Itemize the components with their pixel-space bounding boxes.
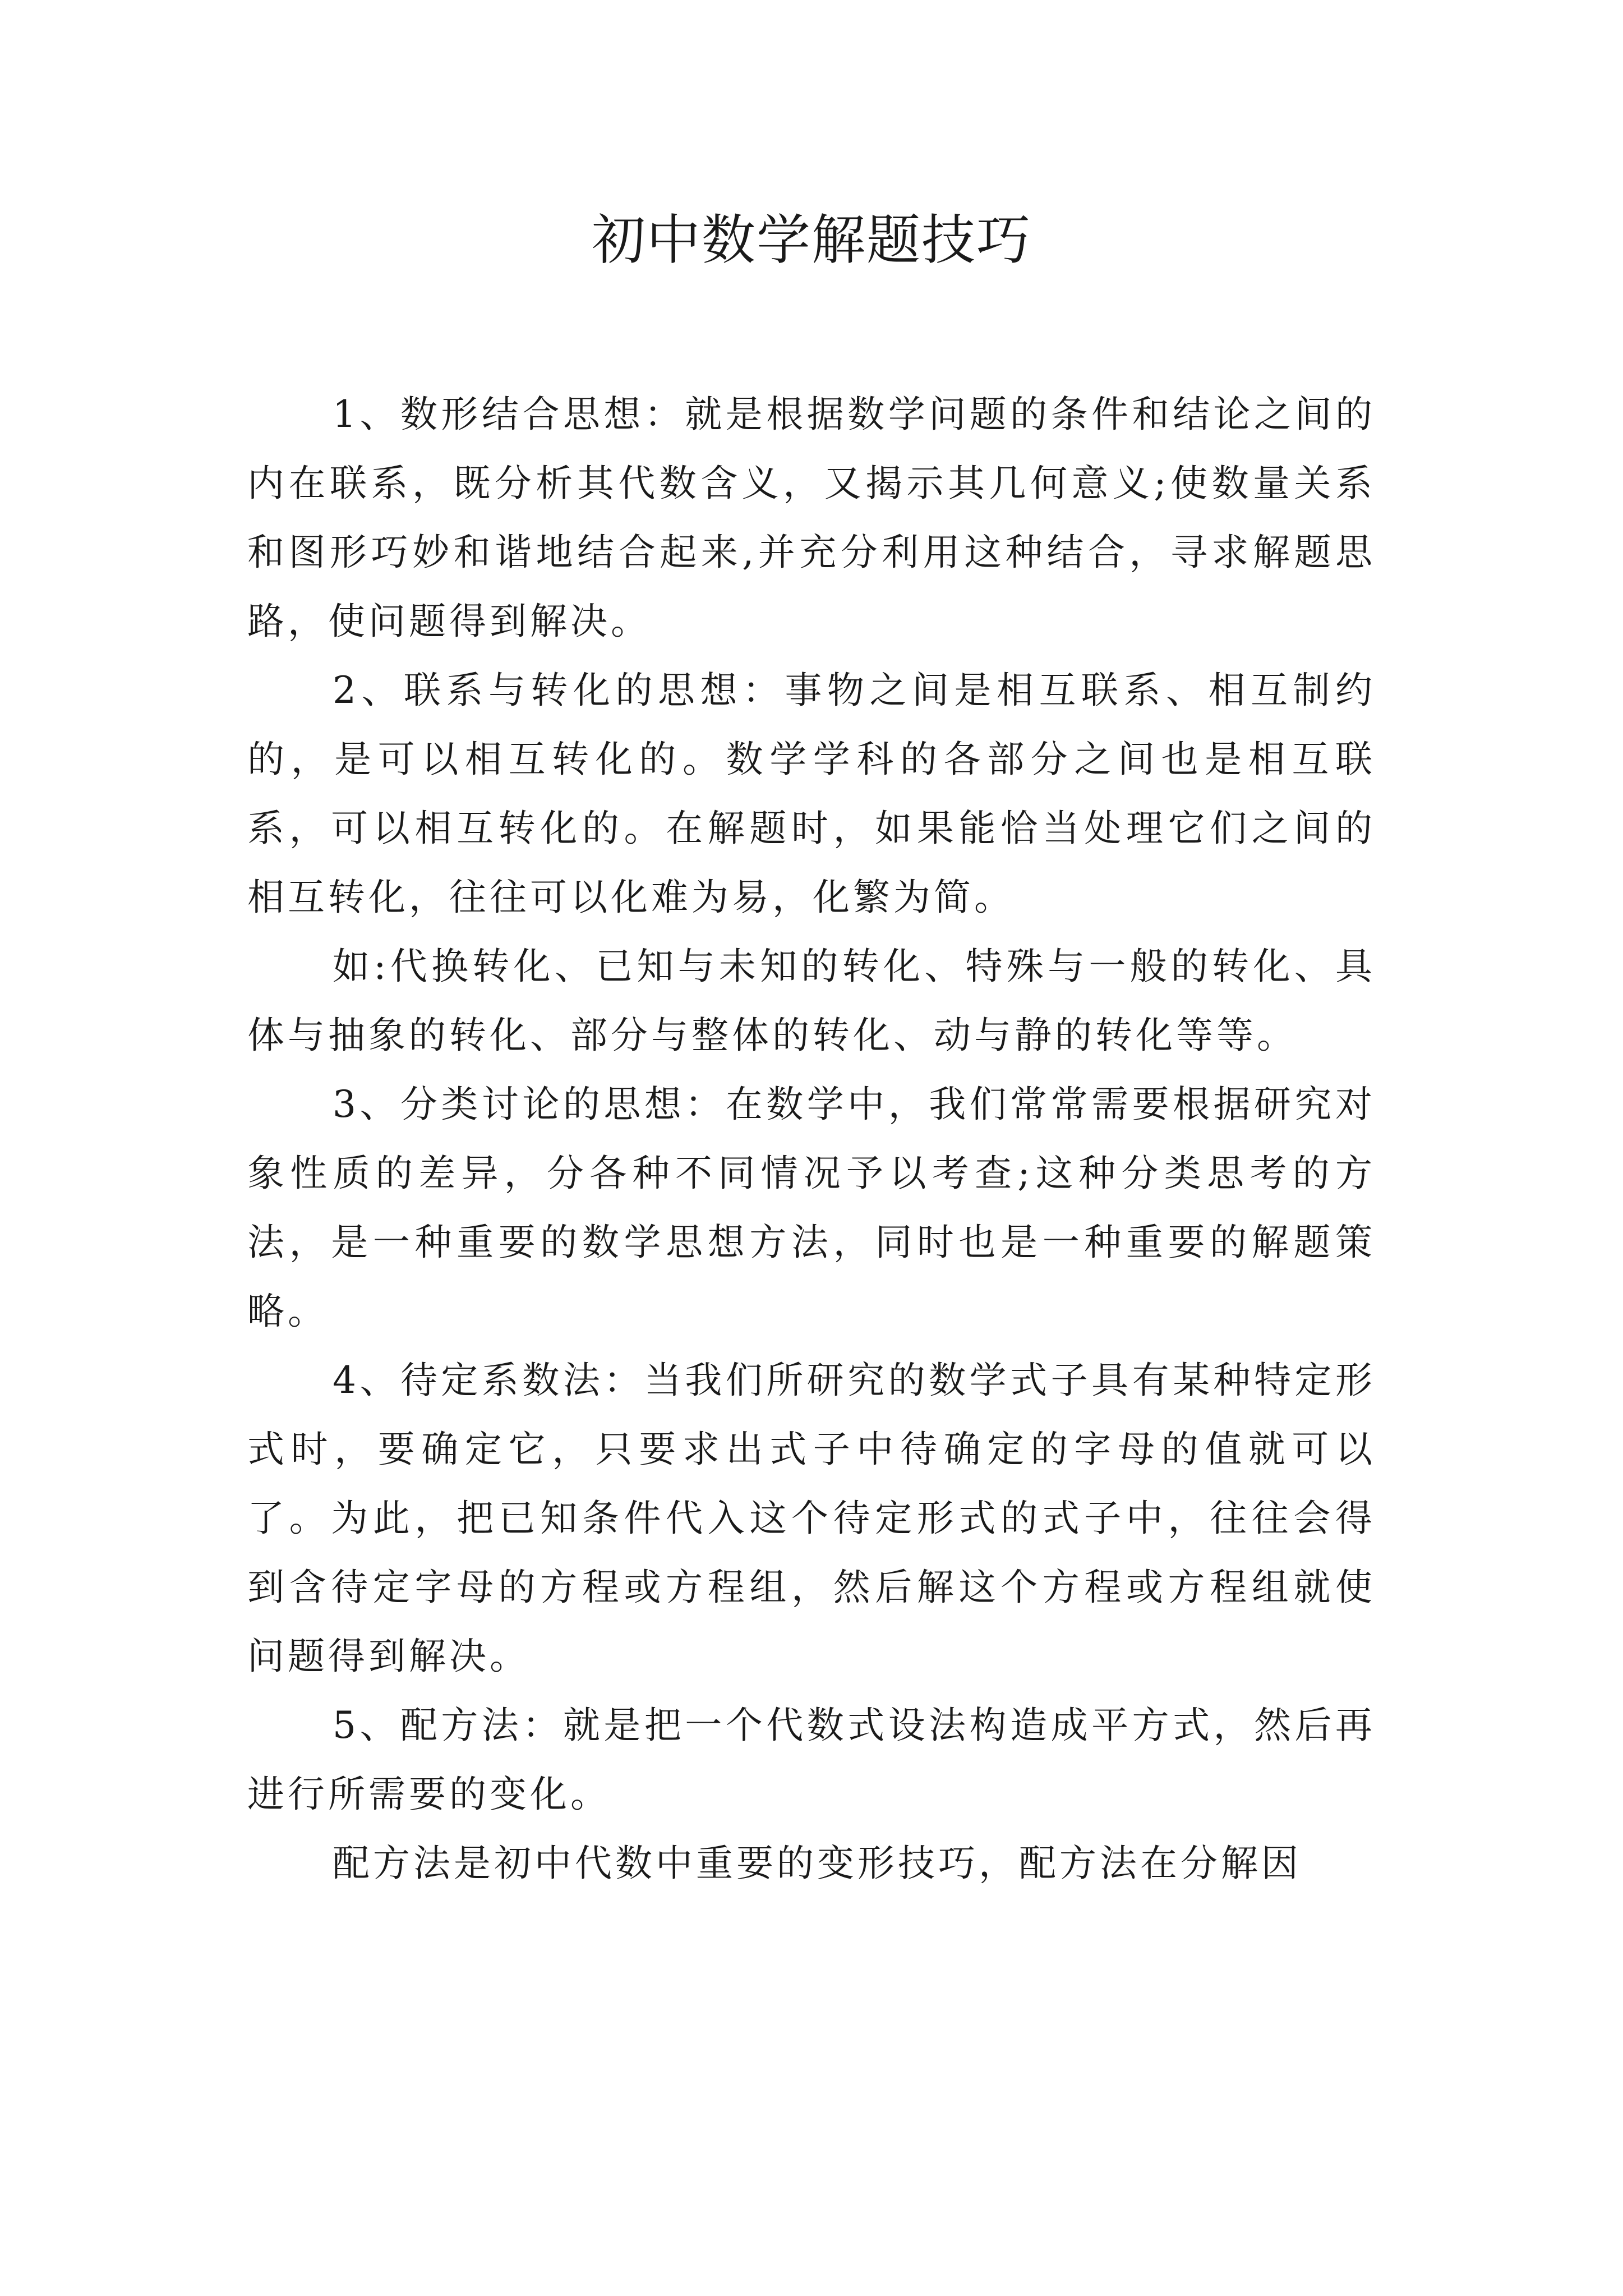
paragraph-connection-transformation: 2、联系与转化的思想：事物之间是相互联系、相互制约的，是可以相互转化的。数学学科的各部分之间也是相互联系，可以相互转化的。在解题时，如果能恰当处理它们之间的相互转化，往往可以化难为易，化繁为简。 bbox=[247, 669, 1376, 919]
paragraph-completing-square: 5、配方法：就是把一个代数式设法构造成平方式，然后再进行所需要的变化。 bbox=[247, 1704, 1376, 1816]
paragraph-number-shape-combination: 1、数形结合思想：就是根据数学问题的条件和结论之间的内在联系，既分析其代数含义，又揭示其几何意义;使数量关系和图形巧妙和谐地结合起来,并充分利用这种结合，寻求解题思路，使问题得到解决。 bbox=[247, 393, 1376, 643]
document-body bbox=[247, 380, 1376, 1898]
paragraph-transformation-examples: 如:代换转化、已知与未知的转化、特殊与一般的转化、具体与抽象的转化、部分与整体的转化、动与静的转化等等。 bbox=[247, 945, 1376, 1057]
paragraph-completing-square-note: 配方法是初中代数中重要的变形技巧，配方法在分解因 bbox=[333, 1842, 1302, 1885]
paragraph-classification-discussion: 3、分类讨论的思想：在数学中，我们常常需要根据研究对象性质的差异，分各种不同情况予以考查;这种分类思考的方法，是一种重要的数学思想方法，同时也是一种重要的解题策略。 bbox=[247, 1083, 1376, 1333]
paragraph-undetermined-coefficients: 4、待定系数法：当我们所研究的数学式子具有某种特定形式时，要确定它，只要求出式子中待确定的字母的值就可以了。为此，把已知条件代入这个待定形式的式子中，往往会得到含待定字母的方程或方程组，然后解这个方程或方程组就使问题得到解决。 bbox=[247, 1359, 1376, 1678]
document-title: 初中数学解题技巧 bbox=[592, 209, 1031, 272]
